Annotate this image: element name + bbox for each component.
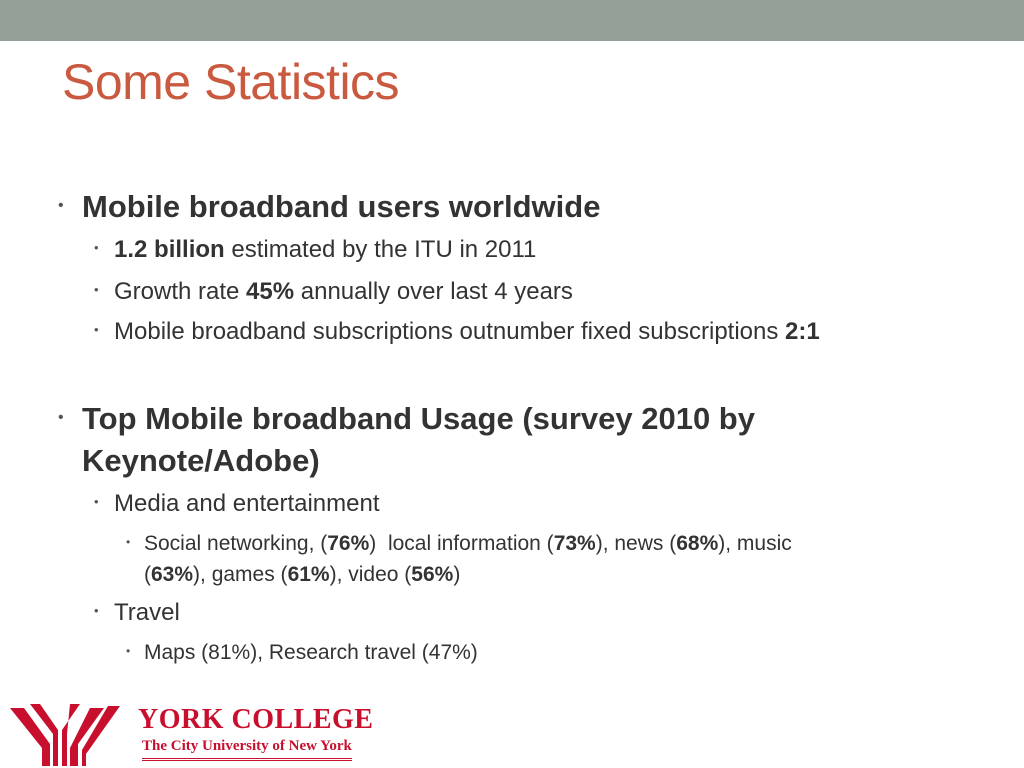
logo-college-name: YORK COLLEGE bbox=[138, 704, 374, 735]
detail-value: 73% bbox=[553, 532, 596, 555]
stat-value: 2:1 bbox=[785, 318, 820, 345]
stat-item-growth bbox=[114, 276, 573, 308]
stat-text: annually over last 4 years bbox=[294, 278, 573, 305]
detail-text: ) local information ( bbox=[369, 532, 554, 555]
stat-item-users bbox=[114, 234, 536, 266]
detail-text: ( bbox=[144, 563, 151, 586]
detail-value: 68% bbox=[676, 532, 719, 555]
bullet-icon: • bbox=[126, 535, 131, 549]
usage-detail-line bbox=[144, 559, 944, 590]
section-heading-line: Keynote/Adobe) bbox=[82, 443, 320, 478]
section-heading-line: Top Mobile broadband Usage (survey 2010 by bbox=[82, 401, 755, 436]
york-college-emblem-icon bbox=[10, 700, 120, 766]
bullet-icon: • bbox=[94, 494, 99, 509]
detail-text: Social networking, ( bbox=[144, 532, 328, 555]
stat-text: Growth rate bbox=[114, 278, 247, 305]
stat-value: 45% bbox=[246, 278, 295, 305]
bullet-icon: • bbox=[94, 603, 99, 618]
usage-detail-line bbox=[144, 528, 944, 559]
bullet-icon: • bbox=[94, 240, 99, 255]
usage-detail-media bbox=[144, 528, 944, 590]
bullet-icon: • bbox=[94, 282, 99, 297]
section-heading-usage bbox=[82, 398, 755, 482]
usage-category-media: Media and entertainment bbox=[114, 490, 380, 517]
stat-text: Mobile broadband subscriptions outnumber fixed subscriptions bbox=[114, 318, 786, 345]
stat-value: 1.2 billion bbox=[114, 236, 225, 263]
slide-title: Some Statistics bbox=[62, 54, 400, 110]
detail-text: ), games ( bbox=[193, 563, 288, 586]
usage-detail-travel: Maps (81%), Research travel (47%) bbox=[144, 641, 478, 664]
detail-value: 61% bbox=[287, 563, 330, 586]
top-banner-bar bbox=[0, 0, 1024, 41]
detail-text: ), music bbox=[718, 532, 792, 555]
usage-category-travel: Travel bbox=[114, 599, 180, 626]
york-college-logo bbox=[10, 700, 390, 768]
detail-value: 56% bbox=[411, 563, 454, 586]
bullet-icon: • bbox=[126, 644, 131, 658]
detail-text: ), video ( bbox=[329, 563, 412, 586]
detail-value: 76% bbox=[327, 532, 370, 555]
bullet-icon: • bbox=[58, 409, 64, 426]
bullet-icon: • bbox=[94, 322, 99, 337]
logo-subtitle: The City University of New York bbox=[142, 738, 352, 761]
stat-item-subscriptions bbox=[114, 316, 820, 348]
detail-text: ) bbox=[453, 563, 461, 586]
detail-value: 63% bbox=[151, 563, 194, 586]
detail-text: ), news ( bbox=[595, 532, 677, 555]
section-heading-broadband-users: Mobile broadband users worldwide bbox=[82, 189, 601, 224]
bullet-icon: • bbox=[58, 197, 64, 214]
stat-text: estimated by the ITU in 2011 bbox=[224, 236, 537, 263]
